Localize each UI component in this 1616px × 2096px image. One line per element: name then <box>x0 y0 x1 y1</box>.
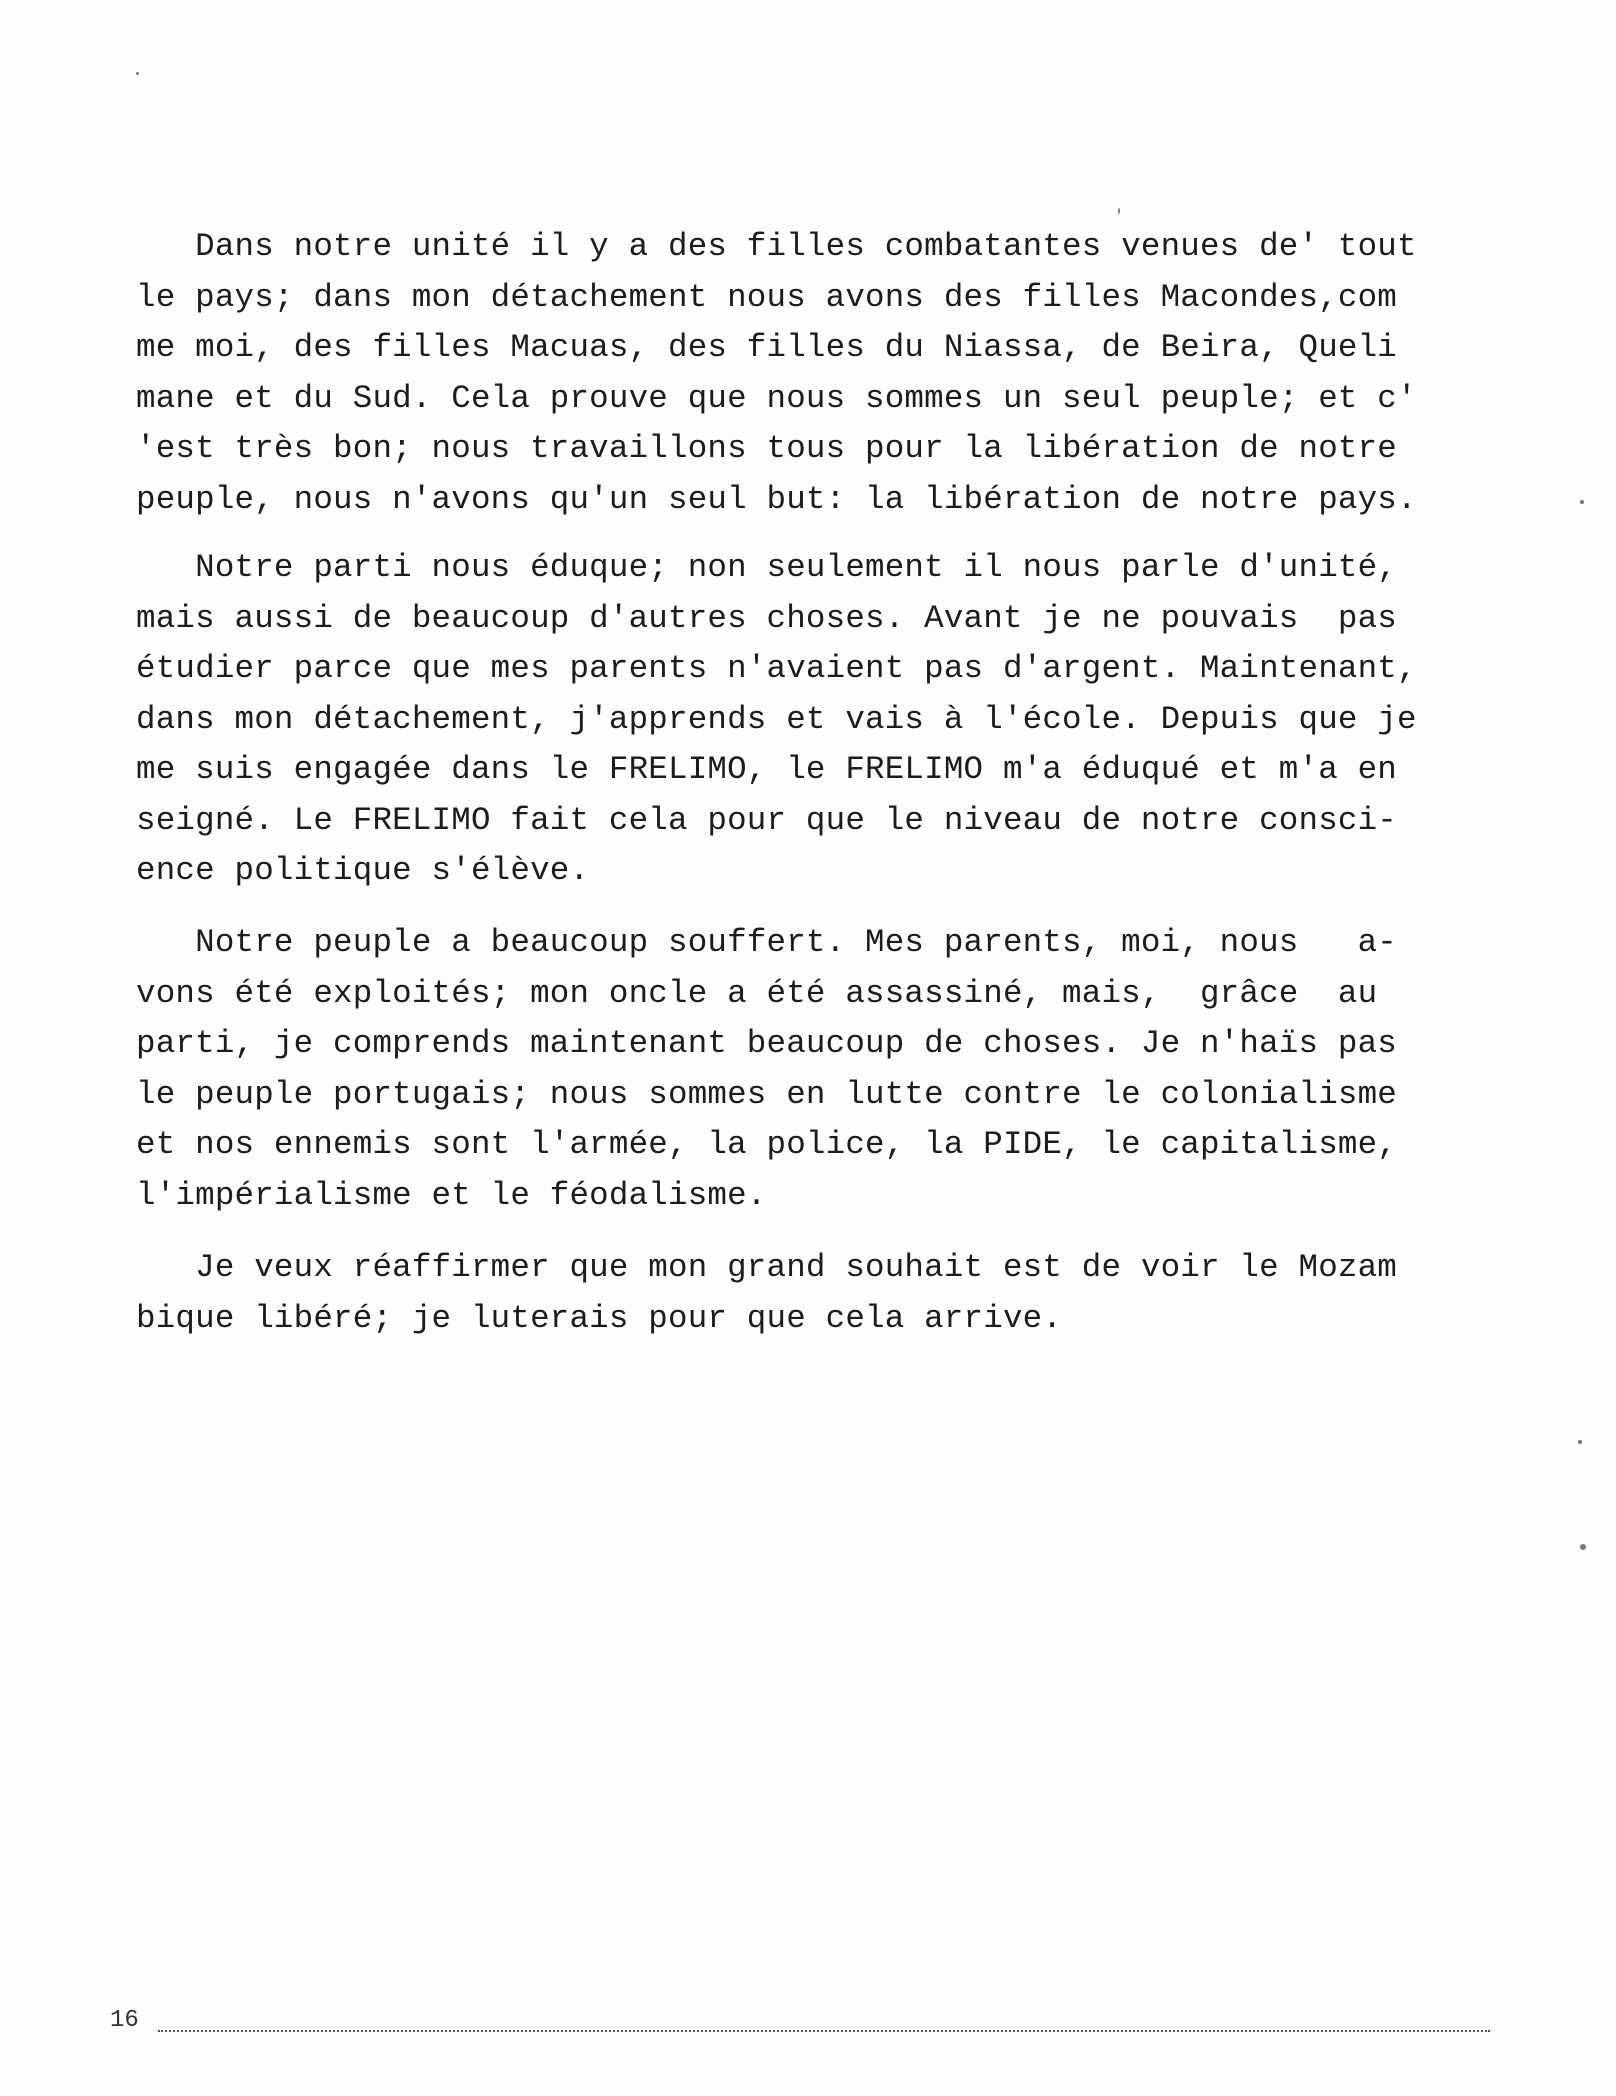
paragraph-unity <box>136 222 1476 525</box>
text-line: ence politique s'élève. <box>136 852 590 889</box>
scan-speck <box>1118 208 1120 214</box>
text-line: mane et du Sud. Cela prouve que nous sommes un seul peuple; et c' <box>136 379 1417 417</box>
scan-speck <box>136 72 139 75</box>
text-line: le pays; dans mon détachement nous avons des filles Macondes,com <box>136 278 1398 316</box>
scan-speck <box>1578 1440 1582 1444</box>
text-line: l'impérialisme et le féodalisme. <box>136 1176 767 1214</box>
text-line: peuple, nous n'avons qu'un seul but: la libération de notre pays. <box>136 480 1417 518</box>
text-line: parti, je comprends maintenant beaucoup de choses. Je n'haïs pas <box>136 1025 1398 1062</box>
page-number: 16 <box>110 2007 139 2034</box>
scan-speck <box>1580 1544 1586 1550</box>
text-line: me suis engagée dans le FRELIMO, le FRELIMO m'a éduqué et m'a en <box>136 751 1398 788</box>
text-line: Je veux réaffirmer que mon grand souhait est de voir le Mozam <box>136 1249 1398 1286</box>
text-line: le peuple portugais; nous sommes en lutte contre le colonialisme <box>136 1075 1398 1113</box>
text-line: mais aussi de beaucoup d'autres choses. Avant je ne pouvais pas <box>136 599 1398 637</box>
paragraph-education <box>136 543 1476 897</box>
text-line: Notre peuple a beaucoup souffert. Mes parents, moi, nous a- <box>136 924 1398 961</box>
footer-dotted-rule <box>158 2030 1490 2032</box>
text-line: dans mon détachement, j'apprends et vais à l'école. Depuis que je <box>136 700 1417 738</box>
text-line: étudier parce que mes parents n'avaient pas d'argent. Maintenant, <box>136 650 1417 687</box>
page-footer <box>110 2006 1490 2036</box>
text-line: et nos ennemis sont l'armée, la police, la PIDE, le capitalisme, <box>136 1126 1398 1163</box>
text-line: seigné. Le FRELIMO fait cela pour que le niveau de notre consci- <box>136 801 1398 839</box>
scan-speck <box>1580 500 1584 504</box>
paragraph-suffering <box>136 918 1476 1221</box>
paragraph-wish <box>136 1243 1476 1344</box>
text-line: vons été exploités; mon oncle a été assassiné, mais, grâce au <box>136 974 1378 1012</box>
text-line: bique libéré; je luterais pour que cela arrive. <box>136 1299 1063 1337</box>
text-line: 'est très bon; nous travaillons tous pour la libération de notre <box>136 430 1398 467</box>
text-line: Notre parti nous éduque; non seulement il nous parle d'unité, <box>136 549 1398 586</box>
text-line: Dans notre unité il y a des filles combatantes venues de' tout <box>136 228 1417 265</box>
text-line: me moi, des filles Macuas, des filles du Niassa, de Beira, Queli <box>136 329 1398 366</box>
